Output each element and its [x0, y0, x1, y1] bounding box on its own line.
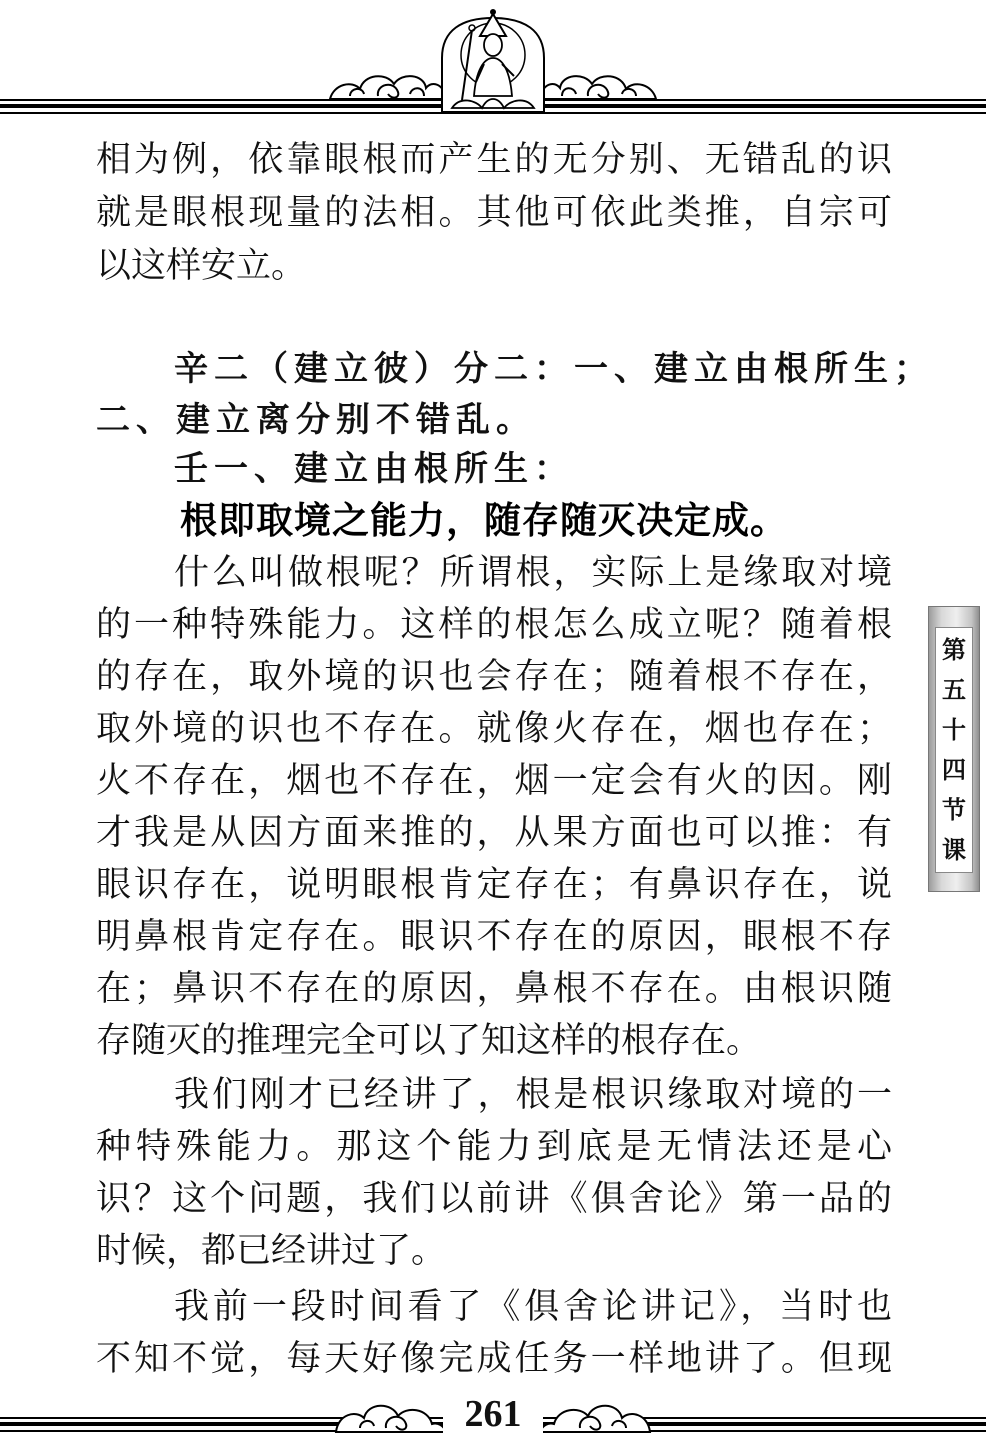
text-line: 明鼻根肯定存在。眼识不存在的原因，眼根不存: [96, 917, 892, 957]
deity-illustration: [442, 9, 544, 112]
text-line: 在；鼻识不存在的原因，鼻根不存在。由根识随: [96, 969, 892, 1009]
section-heading-continued: 二、建立离分别不错乱。: [96, 400, 536, 440]
text-line: 取外境的识也不存在。就像火存在，烟也存在；: [96, 709, 892, 749]
text-line: 以这样安立。: [96, 246, 307, 286]
side-tab-char: 五: [942, 676, 966, 704]
side-tab-char: 十: [942, 716, 966, 744]
cloud-ornament-right: [540, 76, 656, 99]
page-number: 261: [443, 1392, 543, 1436]
side-tab-char: 节: [942, 796, 966, 824]
text-line: 相为例，依靠眼根而产生的无分别、无错乱的识: [96, 140, 892, 180]
footer-cloud-right: [540, 1406, 650, 1432]
side-tab-char: 第: [942, 636, 966, 664]
text-line: 的存在，取外境的识也会存在；随着根不存在，: [96, 657, 892, 697]
section-heading: 辛二（建立彼）分二：一、建立由根所生；: [174, 349, 934, 389]
text-line: 识？这个问题，我们以前讲《俱舍论》第一品的: [96, 1179, 892, 1219]
footer-cloud-left: [336, 1406, 446, 1432]
text-line: 眼识存在，说明眼根肯定存在；有鼻识存在，说: [96, 865, 892, 905]
text-line: 种特殊能力。那这个能力到底是无情法还是心: [96, 1127, 892, 1167]
text-line: 的一种特殊能力。这样的根怎么成立呢？随着根: [96, 605, 892, 645]
header-ornament: [0, 0, 986, 130]
root-verse: 根即取境之能力，随存随灭决定成。: [180, 499, 788, 542]
text-line: 什么叫做根呢？所谓根，实际上是缘取对境: [174, 553, 892, 593]
text-line: 存随灭的推理完全可以了知这样的根存在。: [96, 1021, 762, 1061]
chapter-side-tab: [928, 606, 980, 892]
text-line: 我前一段时间看了《俱舍论讲记》，当时也: [174, 1287, 892, 1327]
side-tab-char: 课: [942, 836, 966, 864]
chapter-side-tab-label: [935, 627, 973, 873]
text-line: 就是眼根现量的法相。其他可依此类推，自宗可: [96, 193, 892, 233]
side-tab-char: 四: [942, 756, 966, 784]
text-line: 才我是从因方面来推的，从果方面也可以推：有: [96, 813, 892, 853]
text-line: 我们刚才已经讲了，根是根识缘取对境的一: [174, 1075, 892, 1115]
text-line: 时候，都已经讲过了。: [96, 1231, 447, 1271]
text-line: 不知不觉，每天好像完成任务一样地讲了。但现: [96, 1339, 892, 1379]
cloud-ornament-left: [330, 76, 446, 99]
text-line: 火不存在，烟也不存在，烟一定会有火的因。刚: [96, 761, 892, 801]
subsection-heading: 壬一、建立由根所生：: [174, 449, 574, 489]
